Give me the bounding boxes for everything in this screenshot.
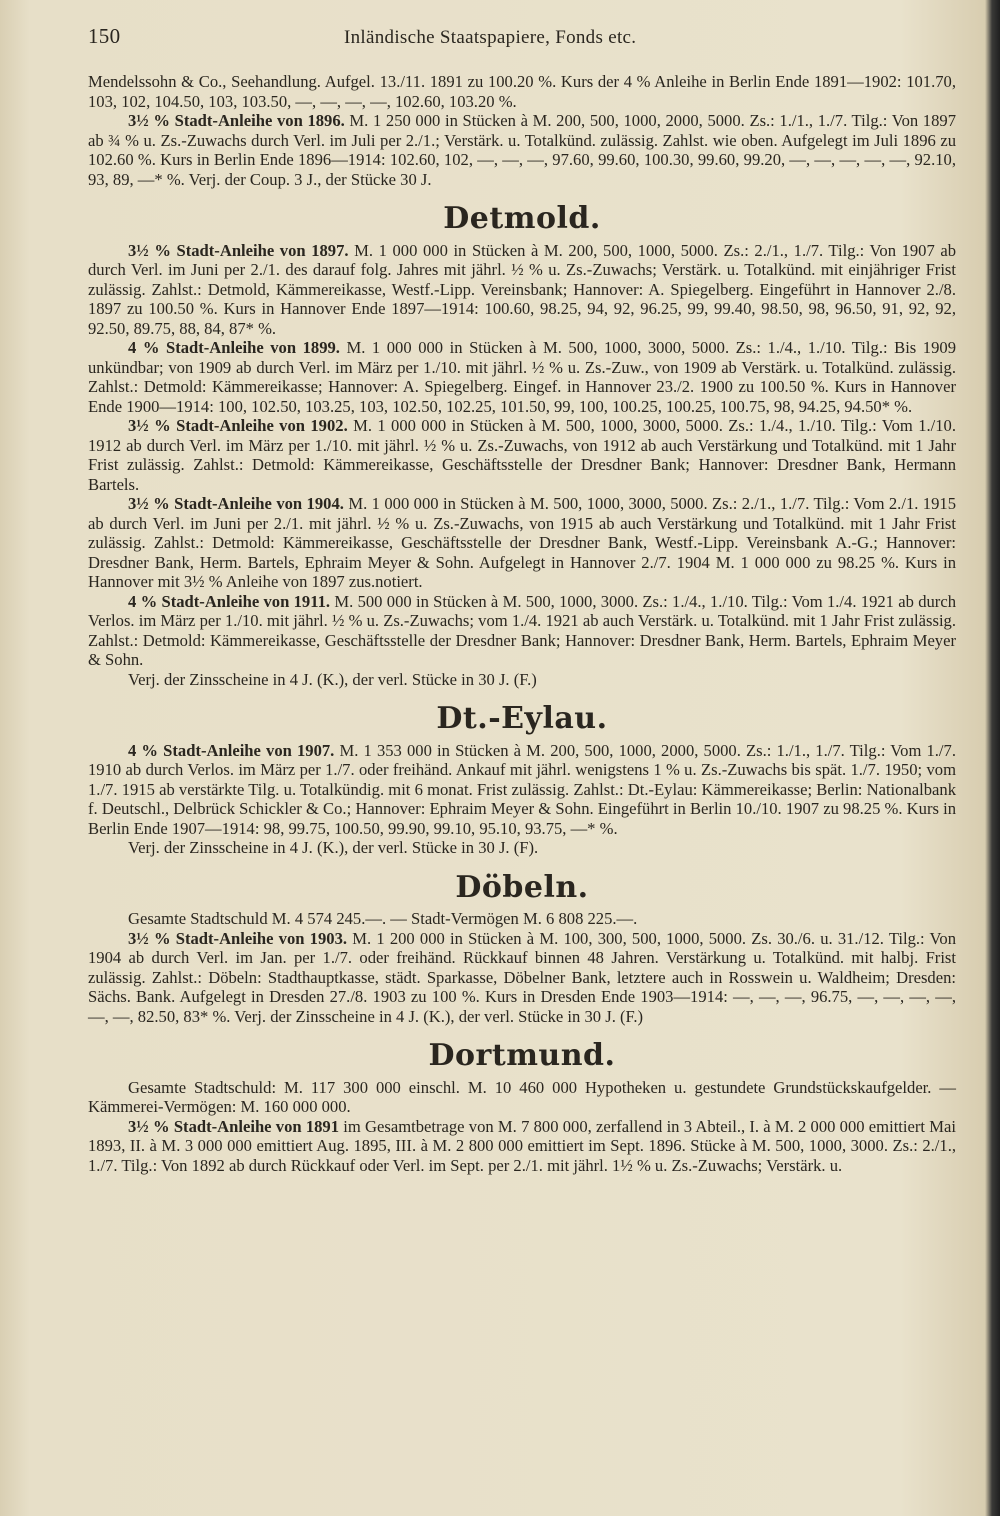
prescription-note: Verj. der Zinsscheine in 4 J. (K.), der verl. Stücke in 30 J. (F). xyxy=(128,838,539,857)
entry-text: Gesamte Stadtschuld: M. 117 300 000 einschl. M. 10 460 000 Hypotheken u. gestundete Grundstückskaufgelder. — Kämmerei-Vermögen: M. 160 000 000. xyxy=(88,1077,956,1116)
bond-entry xyxy=(88,111,956,189)
city-section xyxy=(88,1038,956,1175)
city-heading: Dt.-Eylau. xyxy=(436,701,608,736)
bond-entry xyxy=(88,494,956,592)
city-section xyxy=(88,701,956,858)
bond-title: 3½ % Stadt-Anleihe von 1896. xyxy=(128,111,345,130)
bond-entry xyxy=(88,338,956,416)
entry-text: M. 1 200 000 in Stücken à M. 100, 300, 500, 1000, 5000. Zs. 30./6. u. 31./12. Tilg.: Von 1904 ab durch Verl. im Jan. per 1./7. oder freihänd. Rückkauf binnen 48 Jahren. Verstärkung u. Totalkünd. mit halbj. Frist zulässig. Zahlst.: Döbeln: Stadthauptkasse, städt. Sparkasse, Döbelner Bank, letztere auch in Rosswein u. Waldheim; Dresden: Sächs. Bank. Aufgelegt in Dresden 27./8. 1903 zu 100 %. Kurs in Dresden Ende 1903—1914: —, —, —, 96.75, —, —, —, —, —, —, 82.50, 83* %. Verj. der Zinsscheine in 4 J. (K.), der verl. Stücke in 30 J. (F.) xyxy=(88,928,956,1026)
city-heading: Döbeln. xyxy=(455,869,589,905)
summary-paragraph xyxy=(88,1078,956,1117)
city-heading: Dortmund. xyxy=(428,1038,616,1073)
entry-text: M. 1 353 000 in Stücken à M. 200, 500, 1000, 2000, 5000. Zs.: 1./1., 1./7. Tilg.: Vom 1./7. 1910 ab durch Verlos. im März per 1./7. oder freihänd. Ankauf mit jährl. wenigstens 1 % u. Zs.-Zuwachs bis spät. 1./7. 1950; vom 1./7. 1915 ab verstärkte Tilg. u. Totalkündig. mit 6 monat. Frist zulässig. Zahlst.: Dt.-Eylau: Kämmereikasse; Berlin: Nationalbank f. Deutschl., Delbrück Schickler & Co.; Hannover: Ephraim Meyer & Sohn. Eingeführt in Berlin 10./10. 1907 zu 98.25 %. Kurs in Berlin Ende 1907—1914: 98, 99.75, 100.50, 99.90, 99.10, 95.10, 93.75, —* %. xyxy=(88,740,956,838)
bond-entry xyxy=(88,592,956,670)
summary-paragraph xyxy=(88,909,956,929)
entry-text: M. 1 000 000 in Stücken à M. 500, 1000, 3000, 5000. Zs.: 2./1., 1./7. Tilg.: Vom 2./1. 1915 ab durch Verl. im Juni per 2./1. mit jährl. ½ % u. Zs.-Zuwachs, von 1915 ab auch Verstärkung und Totalkünd. mit 1 Jahr Frist zulässig. Zahlst.: Detmold: Kämmereikasse, Geschäftsstelle der Dresdner Bank, Westf.-Lipp. Vereinsbank A.-G.; Hannover: Dresdner Bank, Herm. Bartels, Ephraim Meyer & Sohn. Aufgelegt in Hannover 2./7. 1904 M. 1 000 000 zu 98.25 %. Kurs in Hannover mit 3½ % Anleihe von 1897 zus.notiert. xyxy=(88,494,956,591)
entry-text: im Gesamtbetrage von M. 7 800 000, zerfallend in 3 Abteil., I. à M. 2 000 000 emittiert Mai 1893, II. à M. 3 000 000 emittiert Aug. 1895, III. à M. 2 800 000 emittiert im Sept. 1896. Stücke à M. 500, 1000, 3000. Zs.: 2./1., 1./7. Tilg.: Von 1892 ab durch Rückkauf oder Verl. im Sept. per 2./1. mit jährl. 1½ % u. Zs.-Zuwachs; Verstärk. u. xyxy=(88,1116,956,1175)
entry-text: M. 1 000 000 in Stücken à M. 200, 500, 1000, 5000. Zs.: 2./1., 1./7. Tilg.: Von 1907 ab durch Verl. im Juni per 2./1. des darauf folg. Jahres mit jährl. ½ % u. Zs.-Zuwachs; Verstärk. u. Totalkünd. mit einjähriger Frist zulässig. Zahlst.: Detmold, Kämmereikasse, Westf.-Lipp. Vereinsbank; Hannover: A. Spiegelberg. Eingeführt in Hannover 2./8. 1897 zu 100.50 %. Kurs in Hannover Ende 1897—1914: 100.60, 98.25, 94, 92, 96.25, 99, 99.40, 98.50, 98, 96.50, 91, 92, 92, 92.50, 89.75, 88, 84, 87* %. xyxy=(88,240,956,338)
entry-text: Mendelssohn & Co., Seehandlung. Aufgel. 13./11. 1891 zu 100.20 %. Kurs der 4 % Anleihe in Berlin Ende 1891—1902: 101.70, 103, 102, 104.50, 103, 103.50, —, —, —, —, 102.60, 103.20 %. xyxy=(88,72,956,111)
page-header xyxy=(88,24,956,54)
entry-text: M. 1 250 000 in Stücken à M. 200, 500, 1000, 2000, 5000. Zs.: 1./1., 1./7. Tilg.: Von 1897 ab ¾ % u. Zs.-Zuwachs durch Verl. im Juli per 2./1.; Verstärk. u. Totalkünd. zulässig. Zahlst. wie oben. Aufgelegt im Juli 1896 zu 102.60 %. Kurs in Berlin Ende 1896—1914: 102.60, 102, —, —, —, 97.60, 99.60, 100.30, 99.60, 99.20, —, —, —, —, —, 92.10, 93, 89, —* %. Verj. der Coup. 3 J., der Stücke 30 J. xyxy=(88,111,956,189)
city-heading: Detmold. xyxy=(443,201,601,236)
page-body xyxy=(88,72,956,1175)
city-section xyxy=(88,869,956,1027)
city-section xyxy=(88,201,956,689)
bond-title: 3½ % Stadt-Anleihe von 1904. xyxy=(128,494,344,513)
bond-title: 3½ % Stadt-Anleihe von 1903. xyxy=(128,928,348,948)
city-section xyxy=(88,72,956,189)
running-title: Inländische Staatspapiere, Fonds etc. xyxy=(344,27,637,48)
prescription-note: Verj. der Zinsscheine in 4 J. (K.), der verl. Stücke in 30 J. (F.) xyxy=(128,669,537,689)
entry-text: M. 1 000 000 in Stücken à M. 500, 1000, 3000, 5000. Zs.: 1./4., 1./10. Tilg.: Bis 1909 unkündbar; von 1909 ab durch Verl. im März per 1./10. mit jährl. ½ % u. Zs.-Zuw., von 1909 ab Verstärk. u. Totalkünd. zulässig. Zahlst.: Detmold: Kämmereikasse; Hannover: A. Spiegelberg. Eingef. in Hannover 23./2. 1900 zu 100.50 %. Kurs in Hannover Ende 1900—1914: 100, 102.50, 103.25, 103, 102.50, 102.25, 101.50, 99, 100, 100.25, 100.25, 100.75, 98, 94.25, 94.50* %. xyxy=(88,338,956,416)
bond-title: 4 % Stadt-Anleihe von 1907. xyxy=(128,740,335,760)
bond-entry xyxy=(88,241,956,339)
page-number: 150 xyxy=(88,24,121,48)
bond-entry xyxy=(88,1117,956,1176)
summary-paragraph xyxy=(88,72,956,111)
bond-title: 3½ % Stadt-Anleihe von 1891 xyxy=(128,1116,340,1136)
bond-entry xyxy=(88,741,956,839)
bond-title: 4 % Stadt-Anleihe von 1899. xyxy=(128,338,340,357)
entry-text: M. 500 000 in Stücken à M. 500, 1000, 3000. Zs.: 1./4., 1./10. Tilg.: Vom 1./4. 1921 ab durch Verlos. im März per 1./10. mit jährl. ½ % u. Zs.-Zuwachs; vom 1./4. 1921 ab auch Verstärk. u. Totalkünd. mit 1 Jahr Frist zulässig. Zahlst.: Detmold: Kämmereikasse, Geschäftsstelle der Dresdner Bank; Hannover: Dresdner Bank, Herm. Bartels, Ephraim Meyer & Sohn. xyxy=(88,591,956,669)
entry-text: Gesamte Stadtschuld M. 4 574 245.—. — Stadt-Vermögen M. 6 808 225.—. xyxy=(128,909,638,928)
bond-entry xyxy=(88,416,956,494)
bond-title: 3½ % Stadt-Anleihe von 1897. xyxy=(128,240,349,260)
bond-entry xyxy=(88,929,956,1027)
entry-text: M. 1 000 000 in Stücken à M. 500, 1000, 3000, 5000. Zs.: 1./4., 1./10. Tilg.: Vom 1./10. 1912 ab durch Verl. im März per 1./10. mit jährl. ½ % u. Zs.-Zuwachs, von 1912 ab auch Verstärkung und Totalkünd. mit 1 Jahr Frist zulässig. Zahlst.: Detmold: Kämmereikasse, Geschäftsstelle der Dresdner Bank; Hannover: Dresdner Bank, Hermann Bartels. xyxy=(88,416,956,494)
bond-title: 4 % Stadt-Anleihe von 1911. xyxy=(128,591,331,611)
bond-title: 3½ % Stadt-Anleihe von 1902. xyxy=(128,416,348,435)
